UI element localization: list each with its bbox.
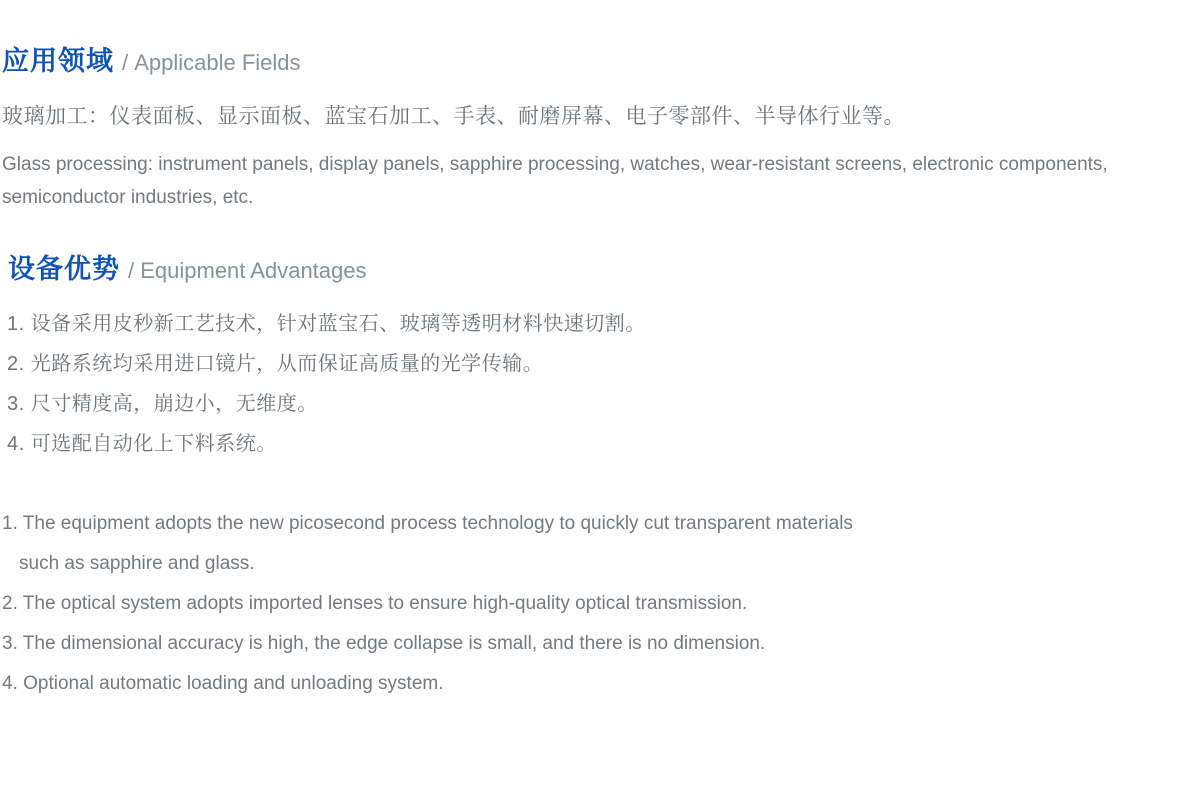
advantage-item-zh-1: 1. 设备采用皮秒新工艺技术，针对蓝宝石、玻璃等透明材料快速切割。 [7,313,646,335]
advantage-item-en-1: 1. The equipment adopts the new picosecond process technology to quickly cut transparent materials such as sapphire and glass. [2,513,853,574]
applicable-fields-text-en: Glass processing: instrument panels, display panels, sapphire processing, watches, wear-resistant screens, electronic components, semiconductor industries, etc. [2,154,1108,208]
advantage-item-en-2: 2. The optical system adopts imported lenses to ensure high-quality optical transmission. [2,593,748,614]
advantage-item-zh-4: 4. 可选配自动化上下料系统。 [7,433,277,455]
applicable-fields-title-en: / Applicable Fields [122,50,301,75]
advantage-item-en-3: 3. The dimensional accuracy is high, the edge collapse is small, and there is no dimension. [2,633,766,654]
advantages-list-en [2,504,882,704]
equipment-advantages-title-zh: 设备优势 [8,254,120,284]
advantages-list-zh [2,304,1198,464]
advantage-item-en-4: 4. Optional automatic loading and unloading system. [2,673,444,694]
advantage-item-zh-2: 2. 光路系统均采用进口镜片，从而保证高质量的光学传输。 [7,353,544,375]
advantage-item-zh-3: 3. 尺寸精度高，崩边小，无维度。 [7,393,318,415]
applicable-fields-title-zh: 应用领域 [2,46,114,76]
section-applicable-fields [2,46,1198,214]
equipment-advantages-heading [2,254,1198,286]
applicable-fields-heading [2,46,1198,78]
equipment-advantages-title-en: / Equipment Advantages [128,258,367,283]
section-equipment-advantages [2,254,1198,704]
applicable-fields-text-zh: 玻璃加工：仪表面板、显示面板、蓝宝石加工、手表、耐磨屏幕、电子零部件、半导体行业等。 [2,105,905,128]
